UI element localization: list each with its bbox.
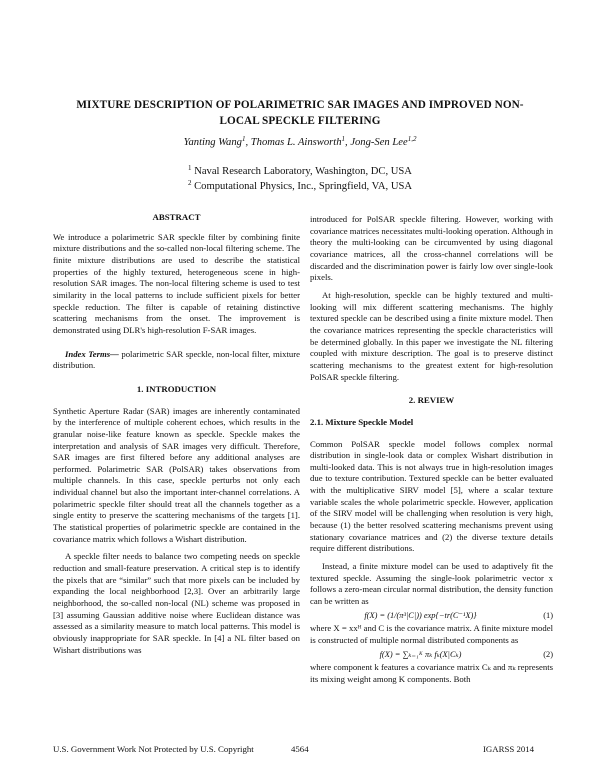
- affiliation: [60, 179, 540, 192]
- equation-number: (1): [543, 610, 553, 620]
- review-paragraph: Common PolSAR speckle model follows complex normal distribution in single-look data or complex Wishart distribution in multi-looked data. This is not always true in high-resolution images due to texture contribution. Textured speckle can be better evaluated with the multiplicative SIRV model [5], where a scalar texture variable scales the whole polarimetric speckle. However, application of the SIRV model will be challenging when resolution is very high, because (1) the better resolved scattering mechanisms prevent using stationary covariance matrices and (2) the diverse texture details require different distributions.: [310, 438, 553, 554]
- equation-2: [310, 649, 553, 661]
- introduction-paragraph: Synthetic Aperture Radar (SAR) images are inherently contaminated by the interference of multiple coherent echoes, which results in the granular noise-like feature known as speckle. Speckle makes the interpretation and analysis of SAR images very difficult. Therefore, SAR images are first filtered before any additional analyses are performed. Polarimetric SAR (PolSAR) takes observations from multiple channels. In this case, speckle perturbs not only each individual channel but also the important inter-channel correlations. A polarimetric speckle filter should treat all the channels together as a single entity to preserve the scattering mechanisms of the targets [1]. The statistical properties of polarimetric speckle are contained in the covariance matrix which follows a Wishart distribution.: [53, 405, 300, 544]
- review-paragraph: where X = xxᴴ and C is the covariance matrix. A finite mixture model is constructed of multiple normal distributed components as: [310, 623, 553, 645]
- abstract-text: We introduce a polarimetric SAR speckle filter by combining finite mixture distributions and the so-called non-local filtering scheme. The finite mixture distributions are used to describe the statistical properties of the highly textured, heterogeneous scene in high-resolution SAR images. The non-local filtering scheme is used to test similarity in the local patterns to include sufficient pixels for better speckle reduction. The filter is capable of retaining distinctive scattering mechanisms from the onset. The improvement is demonstrated using DLR's high-resolution F-SAR images.: [53, 231, 300, 335]
- author-name: Thomas L. Ainsworth: [250, 137, 342, 148]
- affiliation: [60, 164, 540, 177]
- equation-body: f(X) = (1/(π³|C|)) exp{−tr(C⁻¹X)}: [364, 610, 477, 620]
- review-paragraph: Instead, a finite mixture model can be used to adaptively fit the textured speckle. Assuming the single-look polarimetric vector x follows a zero-mean circular normal distribution, the density function can be written as: [310, 561, 553, 607]
- introduction-paragraph: A speckle filter needs to balance two competing needs on speckle reduction and small-feature preservation. A critical step is to identify the pixels that are “similar” such that more pixels can be included by expanding the local neighborhood [2,3]. Over an arbitrarily large neighborhood, the so-called non-local (NL) scheme was proposed in [3] assuming Gaussian additive noise where Euclidean distance was assessed as a similarity measure to match local patterns. This model is obviously inappropriate for SAR speckle. In [4] a NL filter based on Wishart distributions was: [53, 551, 300, 655]
- abstract-heading: ABSTRACT: [152, 212, 201, 222]
- left-column: [53, 212, 300, 656]
- author-affiliation-mark: 1: [341, 135, 346, 143]
- review-heading: 2. REVIEW: [408, 395, 455, 406]
- author-name: Jong-Sen Lee: [350, 137, 408, 148]
- footer-copyright: U.S. Government Work Not Protected by U.S. Copyright: [53, 744, 254, 754]
- affiliation-text: Computational Physics, Inc., Springfield, VA, USA: [194, 181, 413, 192]
- author-list: [60, 135, 540, 148]
- affiliation-mark: 2: [187, 179, 192, 187]
- right-column: [310, 214, 553, 686]
- author-separator: ,: [345, 137, 351, 148]
- affiliation-mark: 1: [188, 164, 192, 172]
- equation-number: (2): [543, 649, 553, 659]
- author-affiliation-mark: 1,2: [407, 135, 417, 143]
- footer-page-number: 4564: [291, 744, 309, 754]
- author-name: Yanting Wang: [183, 137, 242, 148]
- review-subheading: 2.1. Mixture Speckle Model: [310, 416, 414, 427]
- affiliation-text: Naval Research Laboratory, Washington, DC, USA: [194, 166, 412, 177]
- footer-conference: IGARSS 2014: [483, 744, 535, 754]
- index-terms: [53, 349, 300, 372]
- author-separator: ,: [245, 137, 251, 148]
- introduction-paragraph: introduced for PolSAR speckle filtering. However, working with covariance matrices necessitates multi-looking operation. Although in theory the multi-looking can be circumvented by using diagonal covariance matrices, all the cross-channel correlations will be discarded and the discrimination power is fairly low over single-look pixels.: [310, 214, 553, 283]
- index-terms-text: polarimetric SAR speckle, non-local filter, mixture distribution.: [53, 348, 300, 371]
- equation-body: f(X) = ∑ₖ₌₁ᴷ πₖ fₖ(X|Cₖ): [379, 649, 462, 659]
- equation-1: [310, 610, 553, 622]
- paper-title: MIXTURE DESCRIPTION OF POLARIMETRIC SAR IMAGES AND IMPROVED NON-LOCAL SPECKLE FILTERING: [76, 99, 524, 127]
- index-terms-lead: Index Terms—: [65, 348, 119, 359]
- author-affiliation-mark: 1: [241, 135, 246, 143]
- introduction-paragraph: At high-resolution, speckle can be highly textured and multi-looking will mix different scattering mechanisms. The highly textured speckle can be described using a finite mixture model. Then the covariance matrices representing the speckle characteristics will be determined globally. In this paper we investigate the NL filtering coupled with mixture description. The goal is to preserve distinct scattering mechanisms to the greatest extent for high-resolution PolSAR speckle filtering.: [310, 289, 553, 382]
- review-paragraph: where component k features a covariance matrix Cₖ and πₖ represents its mixing weight among K components. Both: [310, 662, 553, 684]
- introduction-heading: 1. INTRODUCTION: [136, 383, 217, 394]
